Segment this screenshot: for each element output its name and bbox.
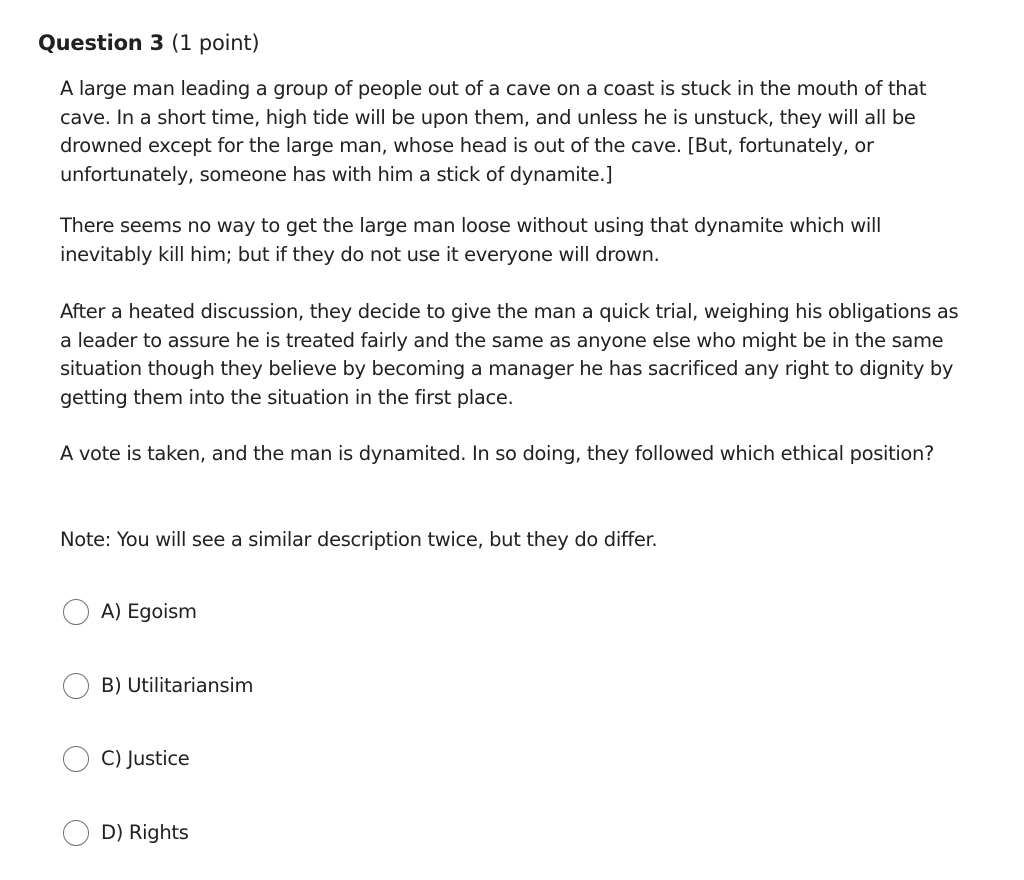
question-note: Note: You will see a similar description twice, but they do differ.: [60, 528, 658, 551]
option-d[interactable]: [63, 817, 189, 849]
option-a[interactable]: [63, 596, 197, 628]
radio-button-a[interactable]: [63, 599, 89, 625]
question-paragraph: After a heated discussion, they decide to give the man a quick trial, weighing his obligations as a leader to assure he is treated fairly and the same as anyone else who might be in the same situation though they believe by becoming a manager he has sacrificed any right to dignity by getting them into the situation in the first place.: [60, 300, 959, 409]
option-b[interactable]: [63, 670, 253, 702]
question-paragraph: A large man leading a group of people out of a cave on a coast is stuck in the mouth of that cave. In a short time, high tide will be upon them, and unless he is unstuck, they will all be drowned except for the large man, whose head is out of the cave. [But, fortunately, or unfortunately, someone has with him a stick of dynamite.]: [60, 77, 927, 186]
option-c[interactable]: [63, 743, 189, 775]
question-paragraph: There seems no way to get the large man loose without using that dynamite which will inevitably kill him; but if they do not use it everyone will drown.: [60, 214, 882, 266]
question-points: (1 point): [171, 31, 260, 55]
option-label: D) Rights: [101, 821, 189, 844]
option-label: B) Utilitariansim: [101, 674, 254, 697]
question-paragraph: A vote is taken, and the man is dynamited. In so doing, they followed which ethical position?: [60, 442, 935, 465]
question-header: [38, 28, 998, 58]
question-container: [38, 28, 998, 551]
radio-button-c[interactable]: [63, 746, 89, 772]
question-title: Question 3: [38, 31, 165, 55]
radio-button-d[interactable]: [63, 820, 89, 846]
option-label: A) Egoism: [101, 600, 197, 623]
radio-button-b[interactable]: [63, 673, 89, 699]
option-label: C) Justice: [101, 747, 190, 770]
